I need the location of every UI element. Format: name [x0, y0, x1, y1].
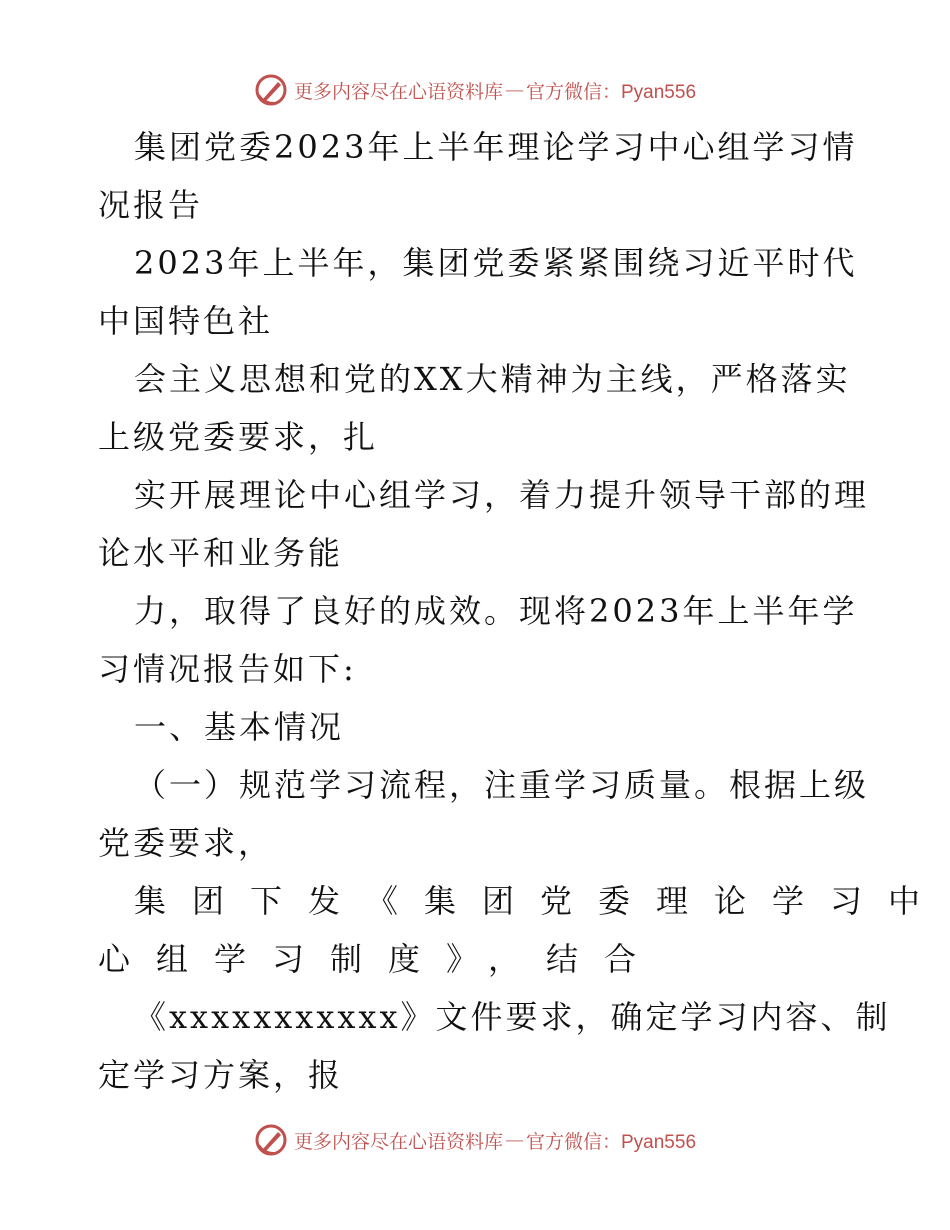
- banner-separator: —: [505, 1129, 524, 1151]
- quill-logo-icon: [254, 1123, 288, 1157]
- quill-logo-icon: [254, 73, 288, 107]
- text-line: 习情况报告如下:: [98, 650, 357, 688]
- paragraph: [98, 234, 858, 350]
- paragraph: [98, 582, 858, 698]
- text-line: 会主义思想和党的XX大精神为主线，严格落实: [134, 360, 851, 398]
- text-line: 《xxxxxxxxxxx》文件要求，确定学习内容、制: [134, 998, 891, 1036]
- paragraph: [98, 988, 891, 1104]
- text-line: 党委要求，: [98, 824, 274, 862]
- document-body: [98, 118, 947, 1104]
- text-line: 中国特色社: [98, 302, 274, 340]
- paragraph: [98, 350, 858, 466]
- paragraph: [98, 466, 870, 582]
- text-line: 集团下发《集团党委理论学习中: [134, 882, 947, 920]
- document-title: [98, 118, 858, 234]
- banner-account: 官方微信：Pyan556: [526, 1131, 697, 1153]
- text-line: 2023年上半年，集团党委紧紧围绕习近平时代: [134, 244, 858, 282]
- footer-watermark-banner: [0, 1120, 950, 1160]
- text-line: 心组学习制度》，结合: [98, 940, 663, 978]
- header-watermark-banner: [0, 70, 950, 110]
- text-line: 一、基本情况: [134, 708, 345, 746]
- banner-text: 更多内容尽在心语资料库: [293, 80, 503, 103]
- banner-account: 官方微信：Pyan556: [526, 81, 697, 103]
- text-line: 上级党委要求，扎: [98, 418, 379, 456]
- text-line: 力，取得了良好的成效。现将2023年上半年学: [134, 592, 858, 630]
- text-line: 况报告: [98, 186, 204, 224]
- section-heading: [98, 698, 858, 756]
- banner-separator: —: [505, 79, 524, 101]
- paragraph: [98, 756, 870, 872]
- banner-text: 更多内容尽在心语资料库: [293, 1130, 503, 1153]
- paragraph: [98, 872, 947, 988]
- text-line: 实开展理论中心组学习，着力提升领导干部的理: [134, 476, 870, 514]
- text-line: 论水平和业务能: [98, 534, 344, 572]
- text-line: 集团党委2023年上半年理论学习中心组学习情: [134, 128, 858, 166]
- text-line: 定学习方案，报: [98, 1056, 344, 1094]
- text-line: （一）规范学习流程，注重学习质量。根据上级: [134, 766, 870, 804]
